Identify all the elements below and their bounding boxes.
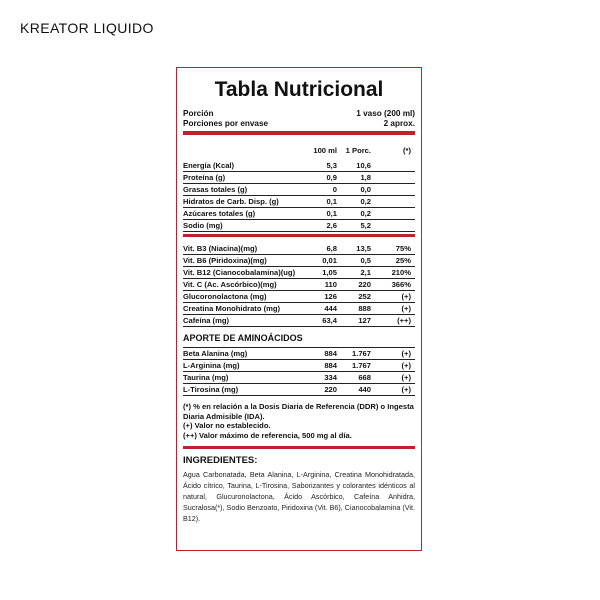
- value-portion: 5,2: [360, 221, 371, 230]
- value-portion: 0,2: [360, 197, 371, 206]
- value-portion: 127: [358, 316, 371, 325]
- value-portion: 1,8: [360, 173, 371, 182]
- value-100ml: 1,05: [322, 268, 337, 277]
- row-name: Proteína (g): [183, 173, 226, 182]
- ingredients-title: INGREDIENTES:: [183, 455, 258, 466]
- value-100ml: 884: [324, 361, 337, 370]
- value-percent: [373, 196, 413, 207]
- vitamins-table: [183, 243, 415, 327]
- value-100ml: 6,8: [326, 244, 337, 253]
- table-row: [183, 208, 415, 220]
- servings-per-container-value: 2 aprox.: [383, 119, 415, 128]
- table-row: [183, 160, 415, 172]
- table-row: [183, 303, 415, 315]
- row-name: Vit. C (Ac. Ascórbico)(mg): [183, 280, 277, 289]
- ingredients-text: Agua Carbonatada, Beta Alanina, L-Arginina, Creatina Monohidratada, Ácido cítrico, Taurina, L-Tirosina, Saborizantes y colorantes idénticos al natural, Glucuronolactona, Ácido Ascórbico, Cafeína Anhidra, Sucralosa(*), Sodio Benzoato, Piridoxina (Vit. B6), Cianocobalamina (Vit. B12).: [183, 470, 415, 523]
- value-percent: (+): [401, 373, 411, 382]
- row-name: Glucoronolactona (mg): [183, 292, 267, 301]
- value-percent: (++): [397, 316, 411, 325]
- serving-info: [183, 109, 415, 129]
- table-row: [183, 196, 415, 208]
- row-name: L-Tirosina (mg): [183, 385, 239, 394]
- value-100ml: 220: [324, 385, 337, 394]
- row-name: Beta Alanina (mg): [183, 349, 248, 358]
- value-percent: [373, 184, 413, 195]
- table-row: [183, 315, 415, 327]
- value-percent: (+): [401, 361, 411, 370]
- footnote: (+) Valor no establecido.: [183, 421, 271, 430]
- value-100ml: 334: [324, 373, 337, 382]
- value-portion: 440: [358, 385, 371, 394]
- value-100ml: 444: [324, 304, 337, 313]
- value-percent: (+): [401, 385, 411, 394]
- serving-label: Porción: [183, 109, 214, 118]
- value-portion: 2,1: [360, 268, 371, 277]
- value-portion: 10,6: [356, 161, 371, 170]
- nutrition-panel: [176, 67, 422, 551]
- table-row: [183, 255, 415, 267]
- value-100ml: 884: [324, 349, 337, 358]
- footnote: (++) Valor máximo de referencia, 500 mg al día.: [183, 430, 352, 440]
- table-row: [183, 348, 415, 360]
- value-percent: (+): [401, 292, 411, 301]
- row-name: Creatina Monohidrato (mg): [183, 304, 281, 313]
- serving-row: [183, 109, 415, 119]
- row-name: Azúcares totales (g): [183, 209, 256, 218]
- row-name: Vit. B3 (Niacina)(mg): [183, 244, 258, 253]
- table-row: [183, 279, 415, 291]
- value-portion: 1.767: [351, 361, 371, 370]
- column-header-100ml: 100 ml: [313, 146, 337, 155]
- value-100ml: 0,1: [326, 209, 337, 218]
- value-portion: 1.767: [351, 349, 371, 358]
- row-name: Vit. B6 (Piridoxina)(mg): [183, 256, 267, 265]
- value-percent: 366%: [391, 280, 411, 289]
- amino-table: [183, 348, 415, 396]
- value-percent: (+): [401, 349, 411, 358]
- table-row: [183, 172, 415, 184]
- value-100ml: 2,6: [326, 221, 337, 230]
- value-percent: [373, 220, 413, 231]
- table-row: [183, 220, 415, 232]
- row-name: Energía (Kcal): [183, 161, 235, 170]
- table-row: [183, 372, 415, 384]
- value-100ml: 63,4: [322, 316, 337, 325]
- value-portion: 0,2: [360, 209, 371, 218]
- value-100ml: 0,01: [322, 256, 337, 265]
- row-name: Cafeína (mg): [183, 316, 229, 325]
- table-row: [183, 360, 415, 372]
- value-100ml: 126: [324, 292, 337, 301]
- row-name: Vit. B12 (Cianocobalamina)(ug): [183, 268, 296, 277]
- value-percent: [373, 160, 413, 171]
- value-portion: 220: [358, 280, 371, 289]
- value-portion: 13,5: [356, 244, 371, 253]
- table-row: [183, 184, 415, 196]
- servings-per-container-row: [183, 119, 415, 129]
- value-100ml: 5,3: [326, 161, 337, 170]
- divider-bottom: [183, 446, 415, 449]
- value-percent: 25%: [395, 256, 411, 265]
- value-portion: 0,5: [360, 256, 371, 265]
- table-row: [183, 384, 415, 396]
- divider-thick: [183, 131, 415, 135]
- value-percent: 210%: [391, 268, 411, 277]
- row-name: L-Arginina (mg): [183, 361, 240, 370]
- value-portion: 252: [358, 292, 371, 301]
- value-percent: [373, 208, 413, 219]
- table-row: [183, 267, 415, 279]
- product-name: KREATOR LIQUIDO: [20, 20, 154, 36]
- value-portion: 888: [358, 304, 371, 313]
- panel-title: Tabla Nutricional: [214, 78, 384, 101]
- value-percent: 75%: [395, 244, 411, 253]
- row-name: Taurina (mg): [183, 373, 229, 382]
- column-header-name: [183, 145, 305, 156]
- value-portion: 0,0: [360, 185, 371, 194]
- footnote: (*) % en relación a la Dosis Diaria de Referencia (DDR) o Ingesta Diaria Admisible (IDA).: [183, 402, 414, 421]
- value-portion: 668: [358, 373, 371, 382]
- value-100ml: 0,9: [326, 173, 337, 182]
- row-name: Sodio (mg): [183, 221, 223, 230]
- value-100ml: 0,1: [326, 197, 337, 206]
- column-header-percent: (*): [402, 146, 411, 155]
- table-row: [183, 243, 415, 255]
- value-100ml: 110: [324, 280, 337, 289]
- value-percent: (+): [401, 304, 411, 313]
- servings-per-container-label: Porciones por envase: [183, 119, 269, 128]
- footnotes: [183, 402, 415, 440]
- row-name: Grasas totales (g): [183, 185, 248, 194]
- value-100ml: 0: [332, 185, 337, 194]
- column-header-row: [183, 145, 415, 156]
- nutrients-table: [183, 160, 415, 232]
- column-header-portion: 1 Porc.: [345, 146, 371, 155]
- serving-value: 1 vaso (200 ml): [356, 109, 415, 118]
- value-percent: [373, 172, 413, 183]
- divider-mid: [183, 234, 415, 237]
- amino-section-title: APORTE DE AMINOÁCIDOS: [183, 333, 303, 343]
- row-name: Hidratos de Carb. Disp. (g): [183, 197, 279, 206]
- table-row: [183, 291, 415, 303]
